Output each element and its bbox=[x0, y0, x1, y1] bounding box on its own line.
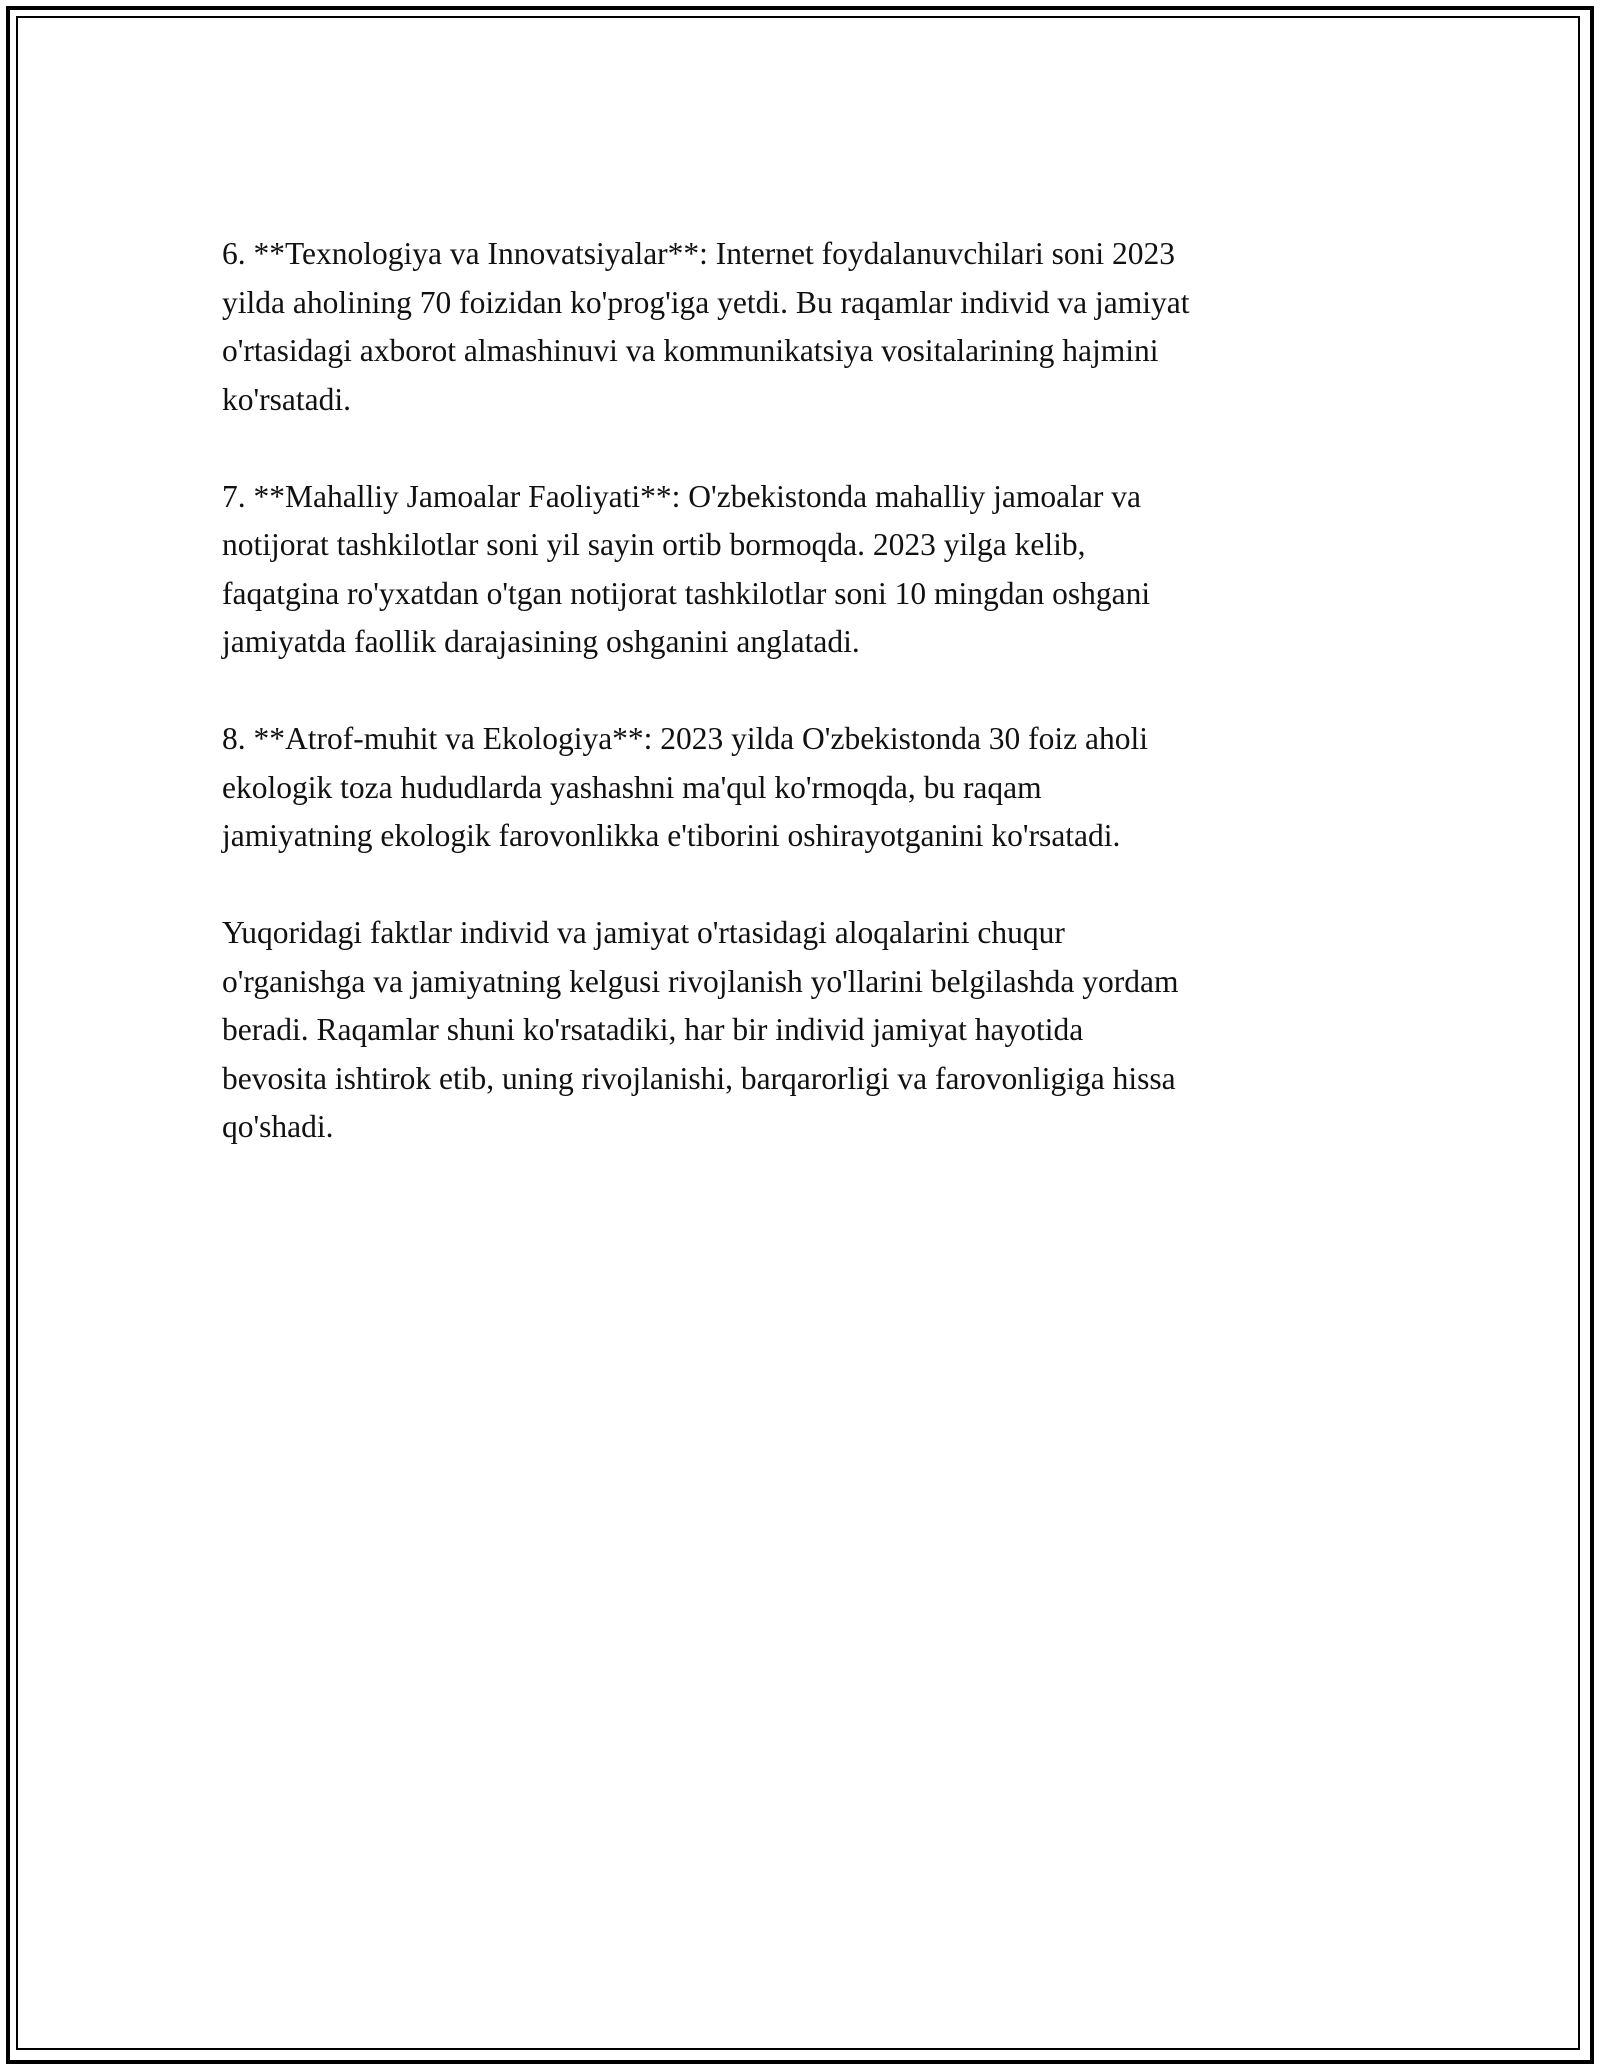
document-body bbox=[222, 230, 1382, 1200]
paragraph-conclusion: Yuqoridagi faktlar individ va jamiyat o'rtasidagi aloqalarini chuqur o'rganishga va jamiyatning kelgusi rivojlanish yo'llarini belgilashda yordam beradi. Raqamlar shuni ko'rsatadiki, har bir individ jamiyat hayotida bevosita ishtirok etib, uning rivojlanishi, barqarorligi va farovonligiga hissa qo'shadi. bbox=[222, 915, 1179, 1144]
paragraph-local-communities: 7. **Mahalliy Jamoalar Faoliyati**: O'zbekistonda mahalliy jamoalar va notijorat tashkilotlar soni yil sayin ortib bormoqda. 2023 yilga kelib, faqatgina ro'yxatdan o'tgan notijorat tashkilotlar soni 10 mingdan oshgani jamiyatda faollik darajasining oshganini anglatadi. bbox=[222, 478, 1151, 659]
paragraph-technology: 6. **Texnologiya va Innovatsiyalar**: Internet foydalanuvchilari soni 2023 yilda aholining 70 foizidan ko'prog'iga yetdi. Bu raqamlar individ va jamiyat o'rtasidagi axborot almashinuvi va kommunikatsiya vositalarining hajmini ko'rsatadi. bbox=[222, 236, 1190, 417]
paragraph-ecology: 8. **Atrof-muhit va Ekologiya**: 2023 yilda O'zbekistonda 30 foiz aholi ekologik toza hududlarda yashashni ma'qul ko'rmoqda, bu raqam jamiyatning ekologik farovonlikka e'tiborini oshirayotganini ko'rsatadi. bbox=[222, 721, 1149, 853]
